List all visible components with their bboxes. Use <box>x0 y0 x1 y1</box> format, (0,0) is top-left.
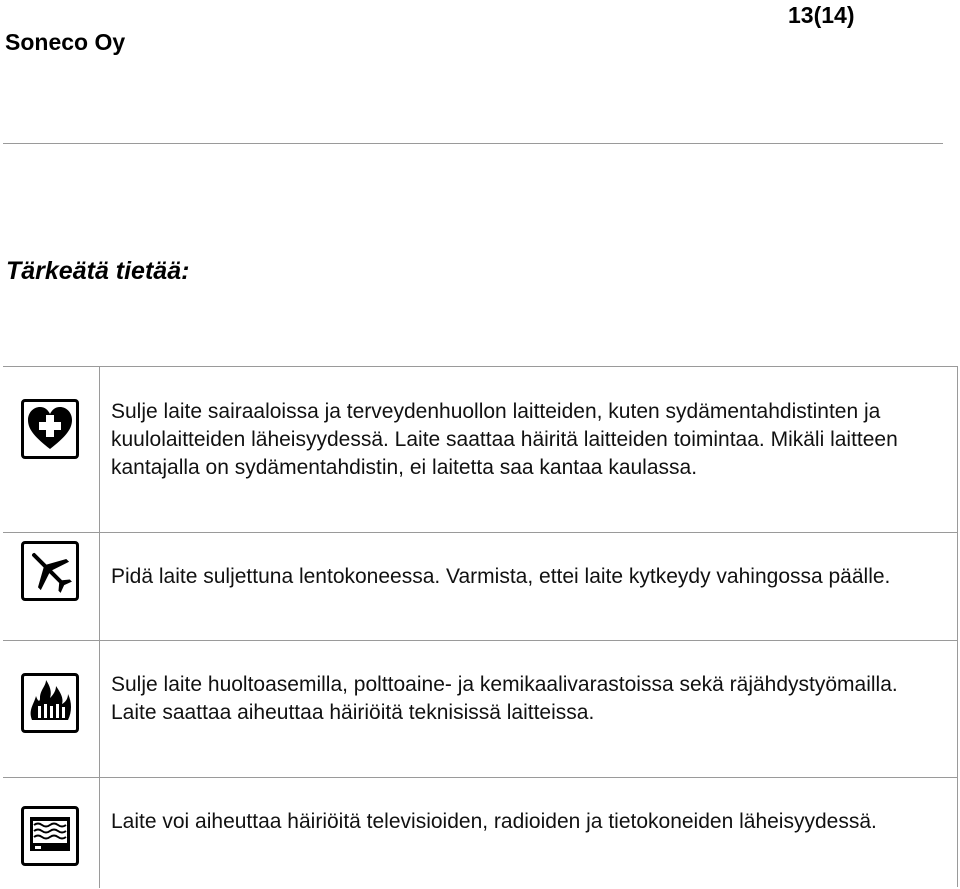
icon-cell <box>3 533 100 640</box>
page-number: 13(14) <box>788 2 855 28</box>
table-right-border <box>957 366 958 887</box>
airplane-icon <box>21 541 79 601</box>
warning-row-tv <box>3 778 958 888</box>
warning-text: Pidä laite suljettuna lentokoneessa. Varmista, ettei laite kytkeydy vahingossa päälle. <box>111 565 891 588</box>
warning-text: Sulje laite sairaaloissa ja terveydenhuollon laitteiden, kuten sydämentahdistinten ja kuulolaitteiden läheisyydessä. Laite saattaa häiritä laitteiden toimintaa. Mikäli laitteen kantajalla on sydämentahdistin, ei laitetta saa kantaa kaulassa. <box>111 400 898 479</box>
warning-row-airplane <box>3 533 958 641</box>
icon-cell <box>3 641 100 777</box>
explosive-fire-icon <box>21 673 79 733</box>
company-name: Soneco Oy <box>5 29 126 55</box>
warning-row-medical <box>3 367 958 533</box>
warning-text: Sulje laite huoltoasemilla, polttoaine- ja kemikaalivarastoissa sekä räjähdystyömailla. Laite saattaa aiheuttaa häiriöitä teknisissä laitteissa. <box>111 673 898 724</box>
medical-heart-cross-icon <box>21 399 79 459</box>
icon-cell <box>3 778 100 888</box>
television-interference-icon <box>21 806 79 866</box>
warnings-table <box>3 366 958 888</box>
header-divider <box>3 143 943 144</box>
warning-row-fuel <box>3 641 958 778</box>
section-heading: Tärkeätä tietää: <box>6 257 190 285</box>
warning-text: Laite voi aiheuttaa häiriöitä televisioiden, radioiden ja tietokoneiden läheisyydessä. <box>111 810 877 833</box>
icon-cell <box>3 367 100 532</box>
